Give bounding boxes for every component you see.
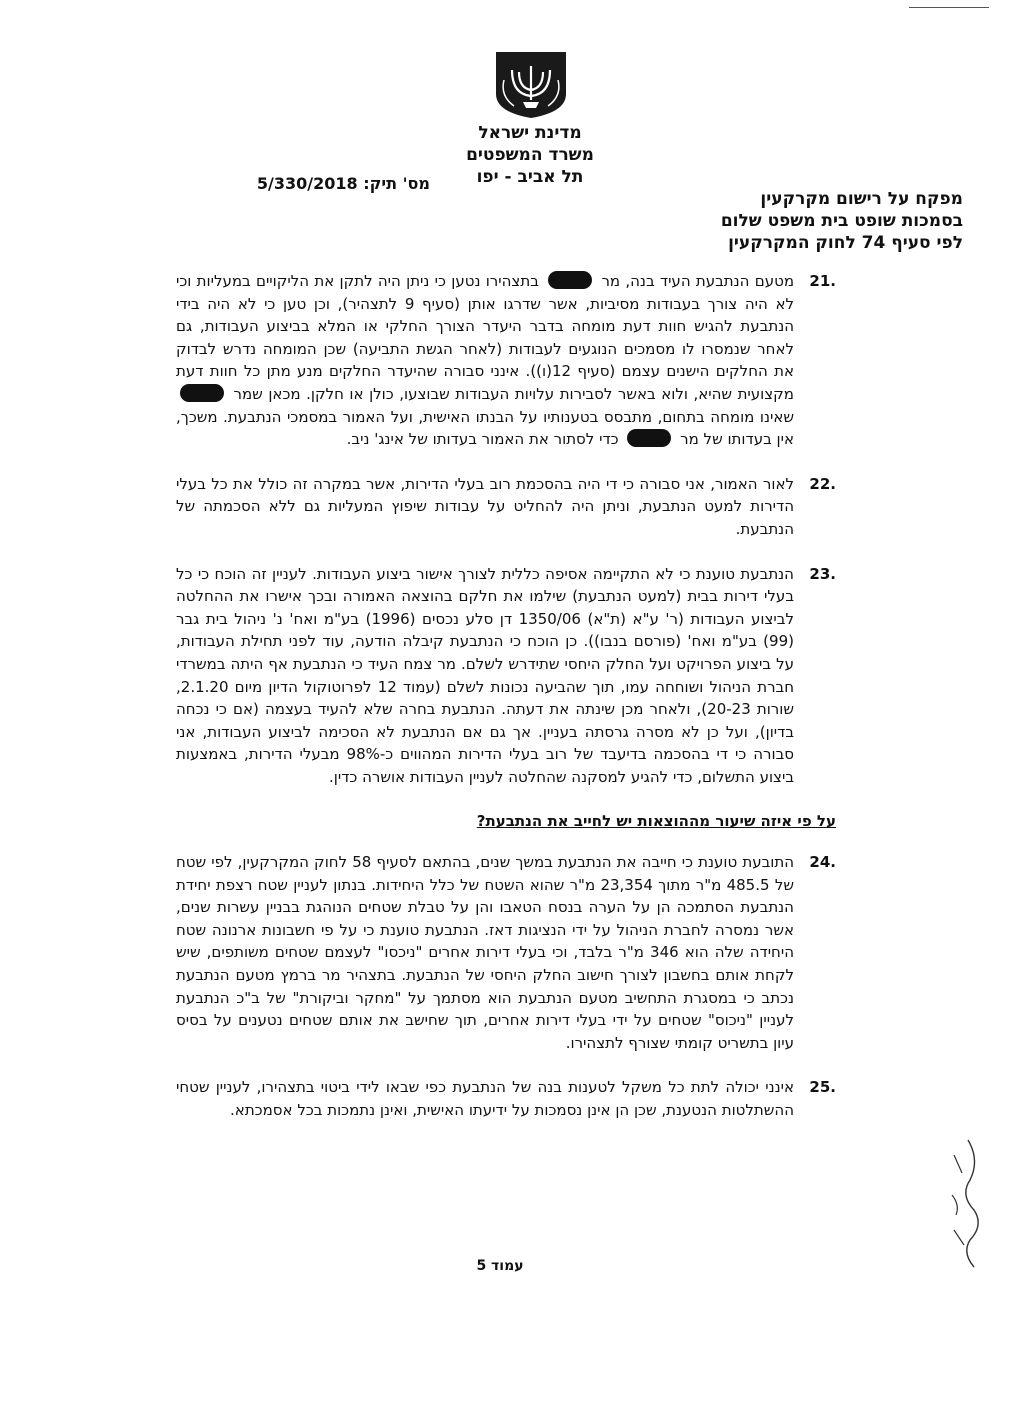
paragraph-number: 25. (809, 1078, 836, 1097)
file-number-label: מס' תיק: (363, 174, 430, 193)
redaction-mark (180, 384, 224, 402)
page-number: עמוד 5 (476, 1258, 524, 1274)
file-number-line (250, 174, 430, 193)
inspector-line: בסמכות שופט בית משפט שלום (720, 211, 963, 231)
paragraph-number: 22. (809, 474, 836, 493)
paragraph-text: לאור האמור, אני סבורה כי די היה בהסכמת רוב בעלי הדירות, אשר במקרה זה כולל את כל בעלי הדירות למעט הנתבעת, וניתן היה להחליט על עבודות שיפוץ המעליות גם ללא הסכמתה של הנתבעת. (176, 474, 794, 538)
state-name: מדינת ישראל (478, 123, 582, 143)
paragraph-number: 23. (809, 564, 836, 583)
top-edge-line (909, 7, 989, 8)
paragraph-25 (176, 1076, 836, 1121)
document-body (176, 270, 836, 1144)
paragraph-text: כדי לסתור את האמור בעדותו של אינג' ניב. (346, 430, 619, 449)
paragraph-text: הנתבעת טוענת כי לא התקיימה אסיפה כללית לצורך אישור ביצוע העבודות. לעניין זה הוכח כי כל בעלי דירות בבית (למעט הנתבעת) שילמו את חלקם בהוצאה האמורה ובכך אישרו את ההחלטה לביצוע העבודות (ר' ע"א (ת"א) 1350/06 דן סלע נכסים (1996) בע"מ ואח' נ' ניהול בית גבר (99) בע"מ ואח' (פורסם בנבו)). כן הוכח כי הנתבעת קיבלה הודעה, עוד לפני תחילת העבודות, על ביצוע הפרויקט ועל החלק היחסי שתידרש לשלם. מר צמח העיד כי הנתבעת אף היתה במשרדי חברת הניהול ושוחחה עמו, תוך שהביעה נכונות לשלם (עמוד 12 לפרוטוקול הדיון מיום 2.1.20, שורות 20-23), ולאחר מכן שינתה את דעתה. הנתבעת בחרה שלא להעיד בעצמה (אם כי נכחה בדיון), ועל כן לא מסרה גרסתה בעניין. אך גם אם הנתבעת לא הסכימה לביצוע העבודות, אני סבורה כי די בהסכמה בדיעבד של רוב בעלי הדירות המהווים כ-98% מבעלי הדירות, באמצעות ביצוע התשלום, כדי להגיע למסקנה שהחלטה לעניין העבודות אושרה כדין. (176, 564, 795, 786)
redaction-mark (548, 271, 592, 289)
paragraph-text: מטעם הנתבעת העיד בנה, מר (601, 272, 795, 290)
ministry-name: משרד המשפטים (466, 145, 594, 165)
redaction-mark (627, 429, 671, 447)
inspector-line: מפקח על רישום מקרקעין (760, 189, 963, 209)
inspector-line: לפי סעיף 74 לחוק המקרקעין (728, 233, 963, 253)
paragraph-text: אינני יכולה לתת כל משקל לטענות בנה של הנתבעת כפי שבאו לידי ביטוי בתצהירו, לעניין שטחי ההשתלטות הנטענת, שכן הן אינן נסמכות על ידיעתו האישית, ואינן נתמכות בכל אסמכתא. (176, 1078, 794, 1119)
paragraph-text: שאינו מומחה בתחום, מתבסס בטענותיו על הבנתו האישית, ועל האמור במסמכי הנתבעת. משכך, אין בעדותו של מר (176, 407, 794, 449)
file-number: 5/330/2018 (256, 174, 358, 193)
paragraph-22 (176, 473, 836, 541)
ministry-header (430, 122, 630, 188)
paragraph-text: התובעת טוענת כי חייבה את הנתבעת במשך שנים, בהתאם לסעיף 58 לחוק המקרקעין, לפי שטח של 485.5 מ"ר מתוך 23,354 מ"ר שהוא השטח של כלל היחידות. בנתון לעניין שטח רצפת יחידת הנתבעת הסתמכה הן על הערה בנסח הטאבו והן על טבלת שטחים הנוהגת בבניין עשרות שנים, אשר נמסרה לחברת הניהול על ידי הנציגות דאז. הנתבעת טוענת כי על פי חשבונות ארנונה שטח היחידה שלה הוא 346 מ"ר בלבד, וכי בעלי דירות אחרים "ניכסו" לעצמם שטחים משותפים, שיש לקחת אותם בחשבון לצורך חישוב החלק היחסי של הנתבעת. בתצהיר מר ברמץ מטעם הנתבעת נכתב כי במסגרת התחשיב מטעם הנתבעת הוא מסתמך על "מחקר וביקורת" של ב"כ הנתבעת לעניין "ניכוס" שטחים על ידי בעלי דירות אחרים, תוך שחישב את אותם שטחים נטענים על בסיס עיון בתשריט קומתי שצורף לתצהירו. (176, 853, 795, 1052)
paragraph-text: בתצהירו נטען כי ניתן היה לתקן את הליקויים במעליות וכי לא היה צורך בעבודות מסיביות, אשר שדרגו אותן (סעיף 9 לתצהיר), וכן טען כי לא היה בידי הנתבעת להגיש חוות דעת מומחה בדבר היעדר הצורך החלקי או המלא בביצוע העבודות, גם לאחר שנמסרו לו מסמכים הנוגעים לעבודות (לאחר הגשת התביעה) שכן המומחה נדרש לבדוק את החלקים הישנים עצמם (סעיף 12(ו)). אינני סבורה שהיעדר החלקים מנע מתן כל חוות דעת מקצועית שהיא, ולוא באשר לסבירות עלויות העבודות שבוצעו, כולן או חלקן. מכאן שמר (176, 272, 794, 403)
section-heading: על פי איזה שיעור מההוצאות יש לחייב את הנתבעת? (476, 812, 836, 831)
state-emblem-icon (490, 50, 572, 120)
paragraph-21 (176, 270, 836, 451)
paragraph-23 (176, 563, 836, 789)
paragraph-number: 21. (809, 272, 836, 290)
inspector-title (633, 188, 963, 254)
city-name: תל אביב - יפו (476, 167, 584, 187)
paragraph-number: 24. (809, 853, 836, 872)
handwritten-initials (940, 1135, 990, 1275)
paragraph-24 (176, 851, 836, 1054)
